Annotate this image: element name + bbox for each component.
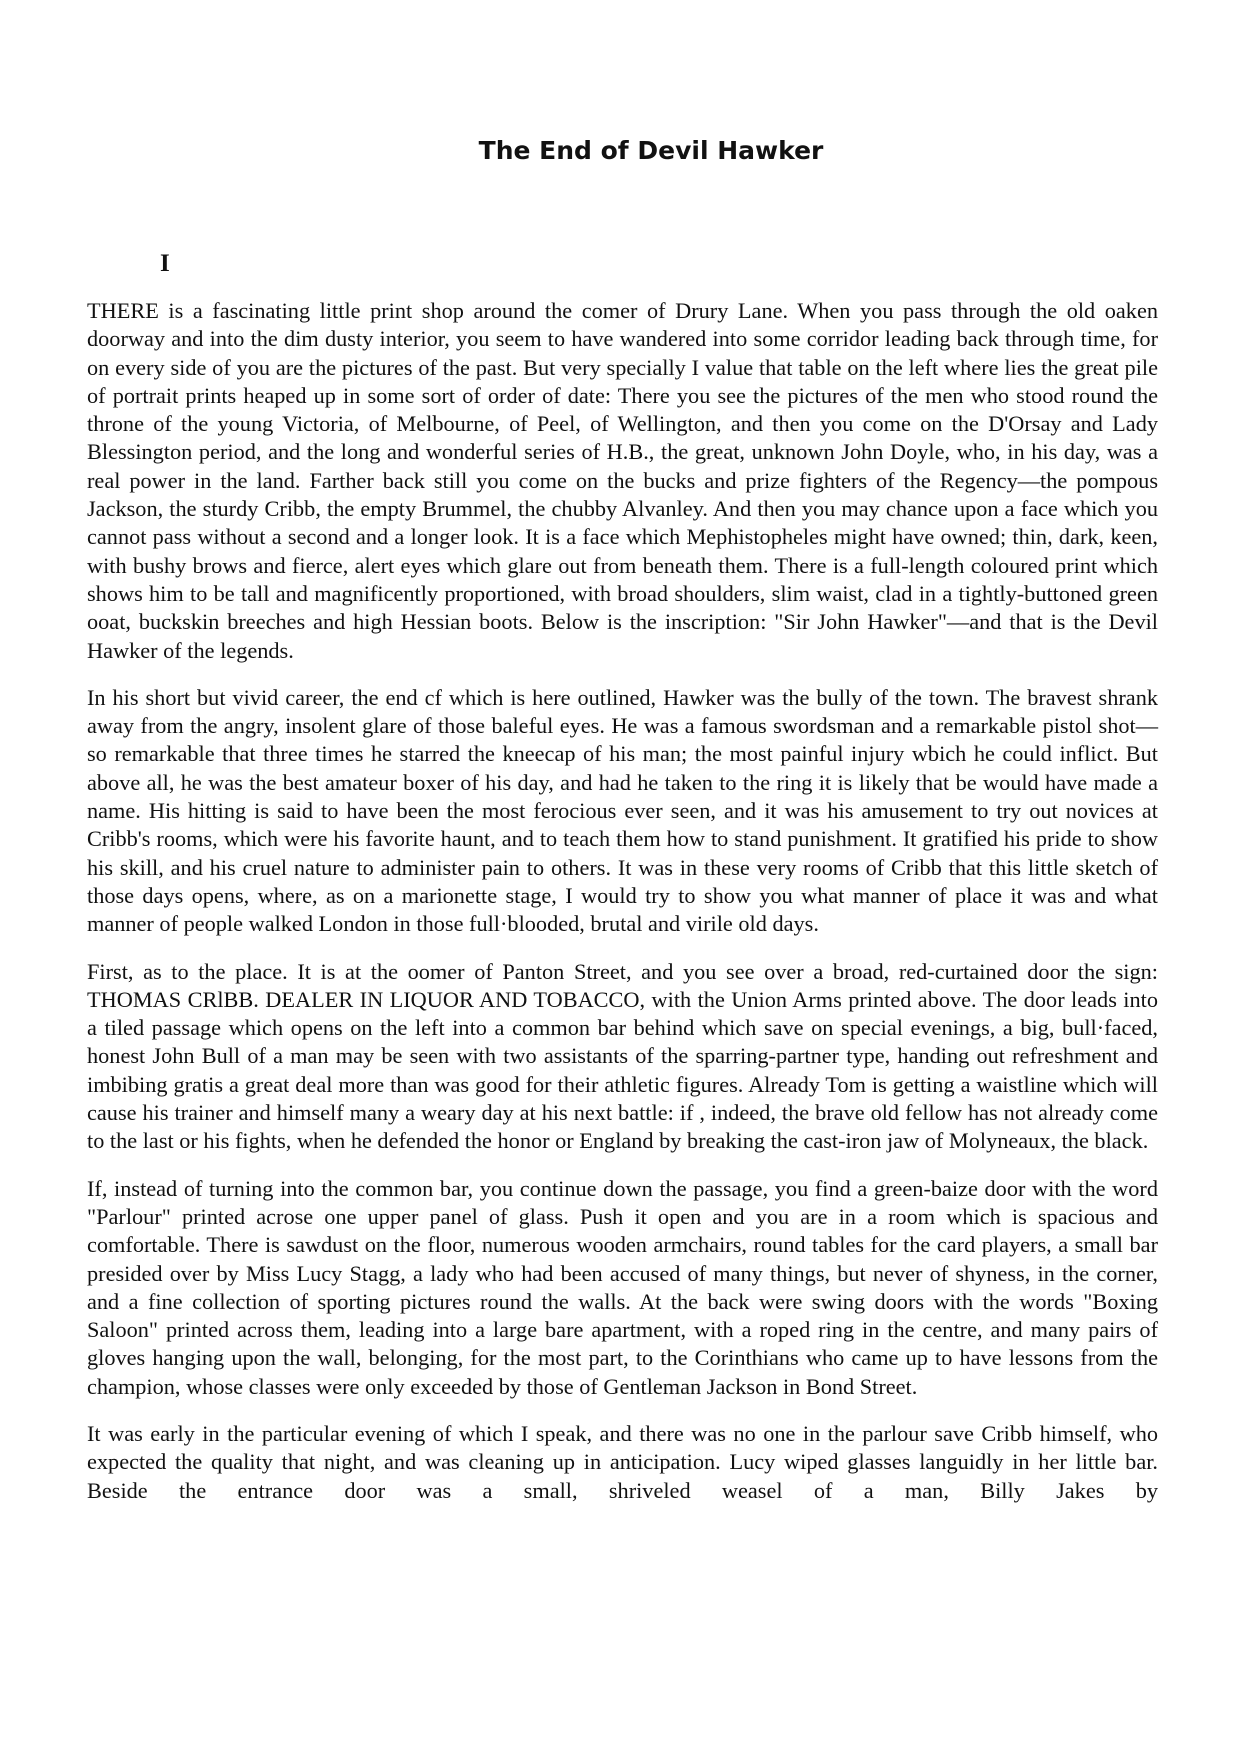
paragraph: First, as to the place. It is at the oomer of Panton Street, and you see over a broad, red-curtained door the sign: THOMAS CRlBB. DEALER IN LIQUOR AND TOBACCO, with the Union Arms printed above. The door leads into a tiled passage which opens on the left into a common bar behind which save on special evenings, a big, bull·faced, honest John Bull of a man may be seen with two assistants of the sparring-partner type, handing out refreshment and imbibing gratis a great deal more than was good for their athletic figures. Already Tom is getting a waistline which will cause his trainer and himself many a weary day at his next battle: if , indeed, the brave old fellow has not already come to the last or his fights, when he defended the honor or England by breaking the cast-iron jaw of Molyneaux, the black. (87, 958, 1158, 1154)
paragraph: In his short but vivid career, the end cf which is here outlined, Hawker was the bully of the town. The bravest shrank away from the angry, insolent glare of those baleful eyes. He was a famous swordsman and a remarkable pistol shot—so remarkable that three times he starred the kneecap of his man; the most painful injury wbich he could inflict. But above all, he was the best amateur boxer of his day, and had he taken to the ring it is likely that be would have made a name. His hitting is said to have been the most ferocious ever seen, and it was his amusement to try out novices at Cribb's rooms, which were his favorite haunt, and to teach them how to stand punishment. It gratified his pride to show his skill, and his cruel nature to administer pain to others. It was in these very rooms of Cribb that this little sketch of those days opens, where, as on a marionette stage, I would try to show you what manner of place it was and what manner of people walked London in those full·blooded, brutal and virile old days. (87, 684, 1158, 937)
paragraph: THERE is a fascinating little print shop around the comer of Drury Lane. When you pass through the old oaken doorway and into the dim dusty interior, you seem to have wandered into some corridor leading back through time, for on every side of you are the pictures of the past. But very specially I value that table on the left where lies the great pile of portrait prints heaped up in some sort of order of date: There you see the pictures of the men who stood round the throne of the young Victoria, of Melbourne, of Peel, of Wellington, and then you come on the D'Orsay and Lady Blessington period, and the long and wonderful series of H.B., the great, unknown John Doyle, who, in his day, was a real power in the land. Farther back still you come on the bucks and prize fighters of the Regency—the pompous Jackson, the sturdy Cribb, the empty Brummel, the chubby Alvanley. And then you may chance upon a face which you cannot pass without a second and a longer look. It is a face which Mephistopheles might have owned; thin, dark, keen, with bushy brows and fierce, alert eyes which glare out from beneath them. There is a full-length coloured print which shows him to be tall and magnificently proportioned, with broad shoulders, slim waist, clad in a tightly-buttoned green ooat, buckskin breeches and high Hessian boots. Below is the inscription: "Sir John Hawker"—and that is the Devil Hawker of the legends. (87, 298, 1158, 663)
body-text (87, 297, 1158, 1524)
page-title: The End of Devil Hawker (478, 136, 824, 165)
paragraph: If, instead of turning into the common bar, you continue down the passage, you find a green-baize door with the word "Parlour" printed acrose one upper panel of glass. Push it open and you are in a room which is spacious and comfortable. There is sawdust on the floor, numerous wooden armchairs, round tables for the card players, a small bar presided over by Miss Lucy Stagg, a lady who had been accused of many things, but never of shyness, in the corner, and a fine collection of sporting pictures round the walls. At the back were swing doors with the words "Boxing Saloon" printed across them, leading into a large bare apartment, with a roped ring in the centre, and many pairs of gloves hanging upon the wall, belonging, for the most part, to the Corinthians who came up to have lessons from the champion, whose classes were only exceeded by those of Gentleman Jackson in Bond Street. (87, 1175, 1158, 1399)
section-heading: I (160, 250, 170, 277)
paragraph: It was early in the particular evening of which I speak, and there was no one in the parlour save Cribb himself, who expected the quality that night, and was cleaning up in anticipation. Lucy wiped glasses languidly in her little bar. Beside the entrance door was a small, shriveled weasel of a man, Billy Jakes by (87, 1420, 1158, 1503)
